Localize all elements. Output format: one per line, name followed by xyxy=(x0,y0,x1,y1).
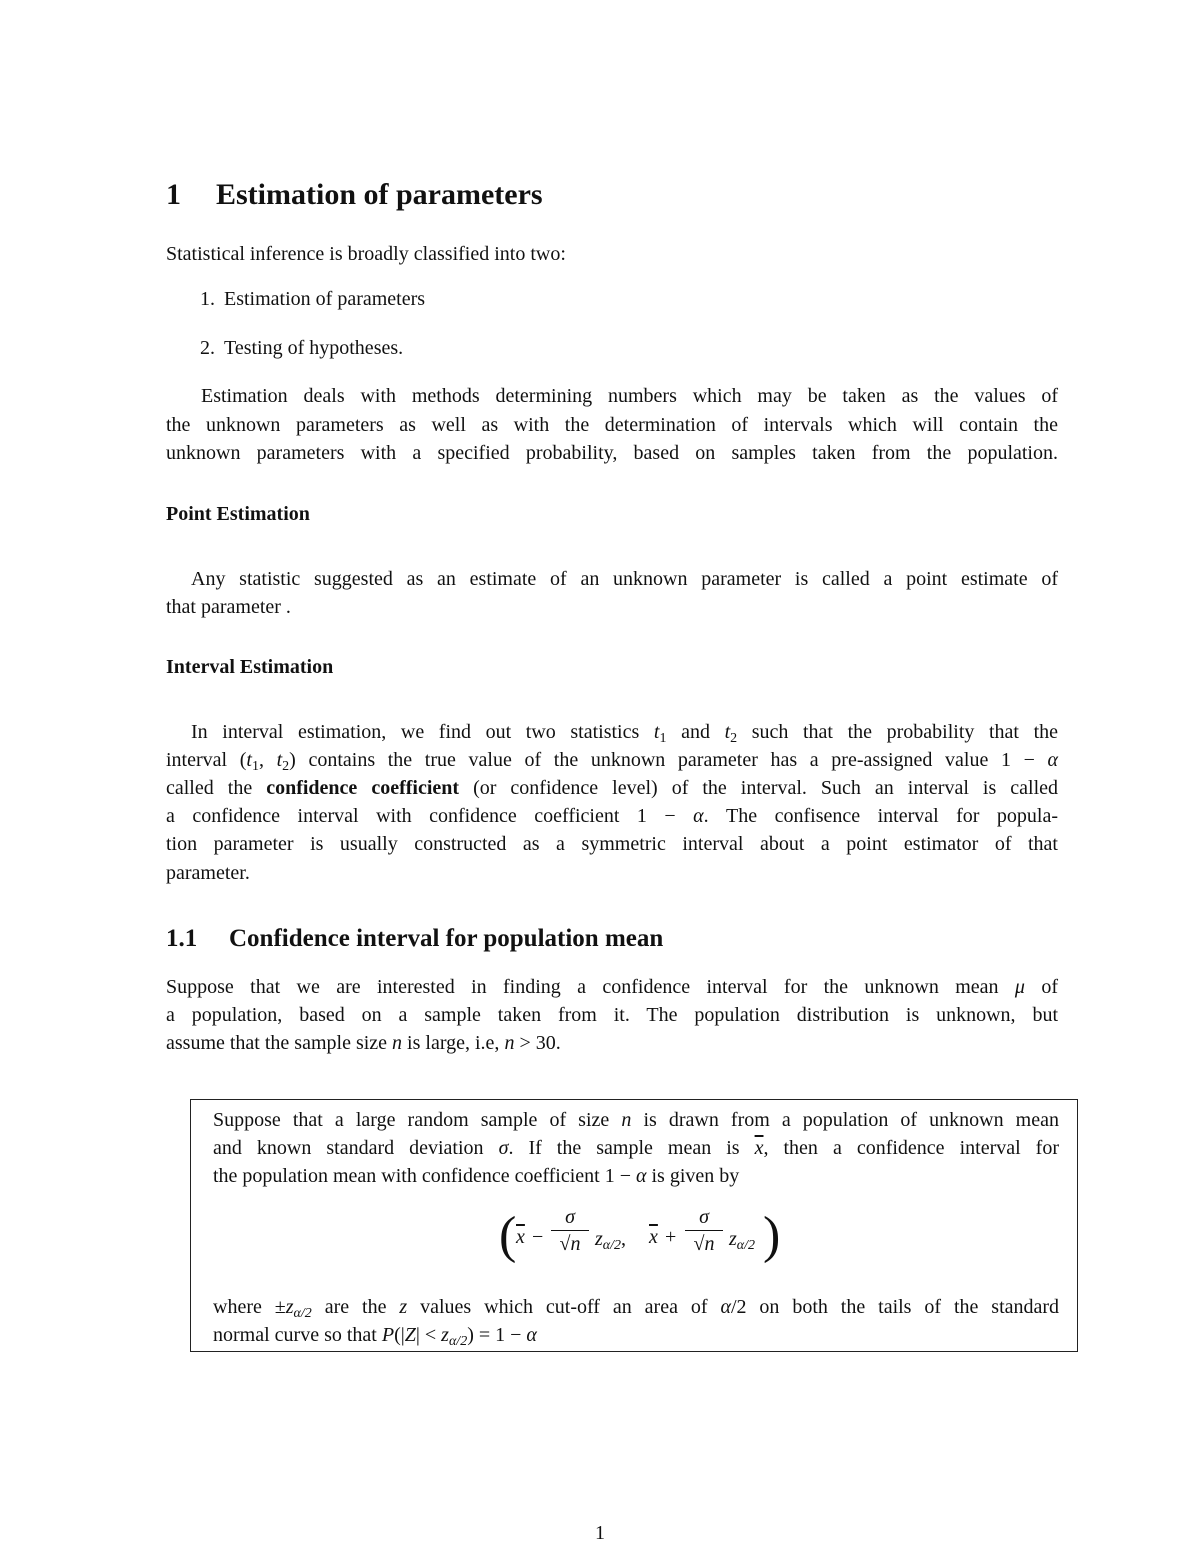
text-run: | < xyxy=(415,1324,437,1346)
text-run: and known standard deviation xyxy=(213,1137,484,1159)
math-symbol: z xyxy=(399,1296,408,1318)
math-symbol: $\overline{x}$ xyxy=(649,1226,658,1248)
text-run: (| xyxy=(394,1324,405,1346)
box-line xyxy=(213,1134,1059,1163)
interval-line: tion parameter is usually constructed as a symmetric interval about a point estimator of that xyxy=(166,833,1058,855)
page-number: 1 xyxy=(595,1522,605,1544)
estimation-line: Estimation deals with methods determining numbers which may be taken as the values of xyxy=(201,385,1058,407)
text-run: of xyxy=(1041,976,1059,998)
math-subscript: 2 xyxy=(730,731,738,746)
box-line xyxy=(213,1321,1059,1357)
math-symbol: n xyxy=(621,1109,632,1131)
math-symbol: α xyxy=(636,1165,647,1187)
interval-line xyxy=(166,774,1058,803)
interval-line: parameter. xyxy=(166,862,250,884)
math-symbol: n xyxy=(570,1233,581,1255)
math-symbol: t xyxy=(653,721,660,743)
text-run: , then a confidence interval for xyxy=(763,1137,1059,1159)
math-symbol: + xyxy=(665,1226,677,1248)
math-symbol: n xyxy=(504,1032,515,1054)
math-symbol: t xyxy=(724,721,731,743)
text-run: In interval estimation, we find out two statistics xyxy=(191,721,640,743)
right-paren: ) xyxy=(763,1207,781,1264)
math-symbol: t xyxy=(246,749,252,771)
text-run: . The confisence interval for popula- xyxy=(703,805,1059,827)
math-symbol: , xyxy=(258,749,264,771)
math-subscript: 2 xyxy=(282,759,290,774)
text-run: interval ( xyxy=(166,749,247,771)
theorem-box xyxy=(190,1099,1078,1352)
math-symbol: − xyxy=(532,1226,544,1248)
text-run: assume that the sample size xyxy=(166,1032,388,1054)
section-1-1-heading xyxy=(166,925,663,953)
math-subscript: α/2 xyxy=(448,1334,468,1349)
math-symbol: σ xyxy=(498,1137,509,1159)
text-run: are the xyxy=(324,1296,387,1318)
math-symbol: n xyxy=(704,1233,715,1255)
text-run: such that the probability that the xyxy=(751,721,1059,743)
text-run: Suppose that we are interested in finding a confidence interval for the unknown mean xyxy=(166,976,999,998)
section-title: Confidence interval for population mean xyxy=(229,925,664,952)
text-run: > 30. xyxy=(519,1032,561,1054)
math-symbol: z xyxy=(729,1228,737,1250)
math-symbol: P xyxy=(381,1324,395,1346)
fraction-numerator: σ xyxy=(565,1206,575,1228)
math-subscript: α/2 xyxy=(293,1306,312,1321)
text-run: (or confidence level) of the interval. Such an interval is called xyxy=(473,777,1059,799)
box-line xyxy=(213,1162,1059,1191)
math-symbol: μ xyxy=(1014,976,1025,998)
fraction-bar xyxy=(551,1230,589,1231)
text-run: the population mean with confidence coefficient 1 − xyxy=(213,1165,631,1187)
list-item xyxy=(200,337,403,360)
math-symbol: α xyxy=(720,1296,731,1318)
z-alpha-term xyxy=(595,1228,626,1254)
mean-line: a population, based on a sample taken from it. The population distribution is unknown, but xyxy=(166,1004,1058,1026)
fraction xyxy=(551,1206,589,1255)
text-run: and xyxy=(681,721,710,743)
text-run: ) contains the true value of the unknown parameter has a pre-assigned value 1 − xyxy=(289,749,1035,771)
math-symbol: n xyxy=(392,1032,403,1054)
left-paren: ( xyxy=(499,1207,517,1264)
section-1-heading xyxy=(166,178,543,212)
estimation-line: the unknown parameters as well as with the determination of intervals which will contain the xyxy=(166,414,1058,436)
fraction-denominator xyxy=(551,1233,589,1255)
math-symbol: $\overline{x}$ xyxy=(754,1137,764,1159)
text-run: ) = 1 − xyxy=(467,1324,522,1346)
intro-text: Statistical inference is broadly classified into two: xyxy=(166,243,566,265)
point-estimation-heading: Point Estimation xyxy=(166,503,310,525)
mean-line xyxy=(166,973,1058,1002)
math-symbol: α xyxy=(693,805,704,827)
text-run: is large, i.e, xyxy=(407,1032,500,1054)
text-run: normal curve so that xyxy=(213,1324,377,1346)
text-run: values which cut-off an area of xyxy=(420,1296,708,1318)
bold-term: confidence coefficient xyxy=(266,777,460,799)
point-estimation-line: Any statistic suggested as an estimate of an unknown parameter is called a point estimate of xyxy=(191,568,1058,590)
math-symbol: t xyxy=(276,749,283,771)
sqrt-symbol: √ xyxy=(693,1233,705,1255)
list-number: 1. xyxy=(200,288,215,310)
estimation-line: unknown parameters with a specified probability, based on samples taken from the population. xyxy=(166,442,1058,464)
list-text: Estimation of parameters xyxy=(224,288,426,310)
math-symbol: , xyxy=(621,1228,627,1250)
box-line xyxy=(213,1106,1059,1135)
interval-estimation-heading: Interval Estimation xyxy=(166,656,334,678)
fraction-bar xyxy=(685,1230,723,1231)
math-symbol: z xyxy=(285,1296,294,1318)
math-subscript: α/2 xyxy=(602,1238,622,1253)
text-run: /2 on both the tails of the standard xyxy=(730,1296,1060,1318)
math-symbol: α xyxy=(1047,749,1059,771)
z-alpha-term xyxy=(729,1228,755,1254)
math-subscript: 1 xyxy=(251,759,259,774)
text-run: Suppose that a large random sample of size xyxy=(213,1109,610,1131)
math-symbol: α xyxy=(526,1324,537,1346)
list-number: 2. xyxy=(200,337,215,359)
interval-line xyxy=(166,802,1058,831)
math-symbol: z xyxy=(441,1324,449,1346)
section-title: Estimation of parameters xyxy=(216,178,543,211)
math-symbol: Z xyxy=(404,1324,416,1346)
math-symbol: $\overline{x}$ xyxy=(516,1226,525,1248)
point-estimation-line: that parameter . xyxy=(166,596,291,618)
sqrt-symbol: √ xyxy=(559,1233,571,1255)
text-run: is drawn from a population of unknown mean xyxy=(643,1109,1059,1131)
fraction xyxy=(685,1206,723,1255)
section-number: 1 xyxy=(166,178,181,211)
text-run: a confidence interval with confidence coefficient 1 − xyxy=(166,805,676,827)
fraction-numerator: σ xyxy=(699,1206,709,1228)
math-subscript: α/2 xyxy=(736,1238,756,1253)
confidence-interval-formula xyxy=(499,1206,779,1270)
fraction-denominator xyxy=(685,1233,723,1255)
list-text: Testing of hypotheses. xyxy=(224,337,404,359)
math-subscript: 1 xyxy=(659,731,667,746)
text-run: where ± xyxy=(213,1296,286,1318)
math-symbol: z xyxy=(595,1228,603,1250)
mean-line xyxy=(166,1029,1058,1058)
section-number: 1.1 xyxy=(166,925,198,952)
text-run: is given by xyxy=(651,1165,740,1187)
list-item xyxy=(200,288,425,311)
text-run: called the xyxy=(166,777,253,799)
text-run: . If the sample mean is xyxy=(508,1137,740,1159)
